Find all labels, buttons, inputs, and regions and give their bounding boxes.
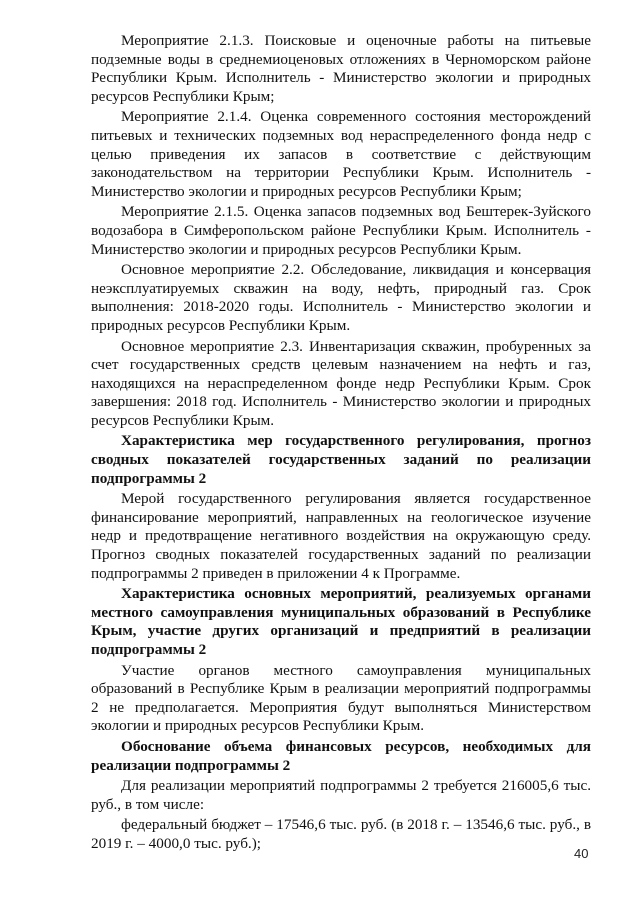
paragraph-financing-total: Для реализации мероприятий подпрограммы 2 требуется 216005,6 тыс. руб., в том числе: <box>91 777 591 813</box>
section-heading-local-authorities: Характеристика основных мероприятий, реализуемых органами местного самоуправления муниципальных образований в Республике Крым, участие других организаций и предприятий в реализации подпрограммы 2 <box>91 585 591 658</box>
paragraph-measure-2-3: Основное мероприятие 2.3. Инвентаризация скважин, пробуренных за счет государственных средств целевым назначением на нефть и газ, находящихся на нераспределенном фонде недр Республики Крым. Срок завершения: 2018 год. Исполнитель - Министерство экологии и природных ресурсов Республики Крым. <box>91 337 591 429</box>
paragraph-local-authorities: Участие органов местного самоуправления муниципальных образований в Республике Крым в реализации мероприятий подпрограммы 2 не предполагается. Мероприятия будут выполняться Министерством экологии и природных ресурсов Республики Крым. <box>91 661 591 735</box>
paragraph-measure-2-1-5: Мероприятие 2.1.5. Оценка запасов подземных вод Бештерек-Зуйского водозабора в Симферопольском районе Республики Крым. Исполнитель - Министерство экологии и природных ресурсов Республики Крым. <box>91 203 591 258</box>
paragraph-regulation: Мерой государственного регулирования является государственное финансирование мероприятий, направленных на геологическое изучение недр и предотвращение негативного воздействия на окружающую среду. Прогноз сводных показателей государственных заданий по реализации подпрограммы 2 приведен в приложении 4 к Программе. <box>91 490 591 582</box>
document-body <box>91 32 591 856</box>
section-heading-financing: Обоснование объема финансовых ресурсов, необходимых для реализации подпрограммы 2 <box>91 737 591 774</box>
paragraph-measure-2-2: Основное мероприятие 2.2. Обследование, ликвидация и консервация неэксплуатируемых скважин на воду, нефть, природный газ. Срок выполнения: 2018-2020 годы. Исполнитель - Министерство экологии и природных ресурсов Республики Крым. <box>91 261 591 334</box>
paragraph-financing-federal: федеральный бюджет – 17546,6 тыс. руб. (в 2018 г. – 13546,6 тыс. руб., в 2019 г. – 4000,0 тыс. руб.); <box>91 816 591 852</box>
page-number: 40 <box>574 846 589 861</box>
section-heading-regulation: Характеристика мер государственного регулирования, прогноз сводных показателей государственных заданий по реализации подпрограммы 2 <box>91 432 591 487</box>
paragraph-measure-2-1-3: Мероприятие 2.1.3. Поисковые и оценочные работы на питьевые подземные воды в среднемиоценовых отложениях в Черноморском районе Республики Крым. Исполнитель - Министерство экологии и природных ресурсов Республики Крым; <box>91 32 591 105</box>
paragraph-measure-2-1-4: Мероприятие 2.1.4. Оценка современного состояния месторождений питьевых и технических подземных вод нераспределенного фонда недр с целью приведения их запасов в соответствие с действующим законодательством на территории Республики Крым. Исполнитель - Министерство экологии и природных ресурсов Республики Крым; <box>91 108 591 200</box>
